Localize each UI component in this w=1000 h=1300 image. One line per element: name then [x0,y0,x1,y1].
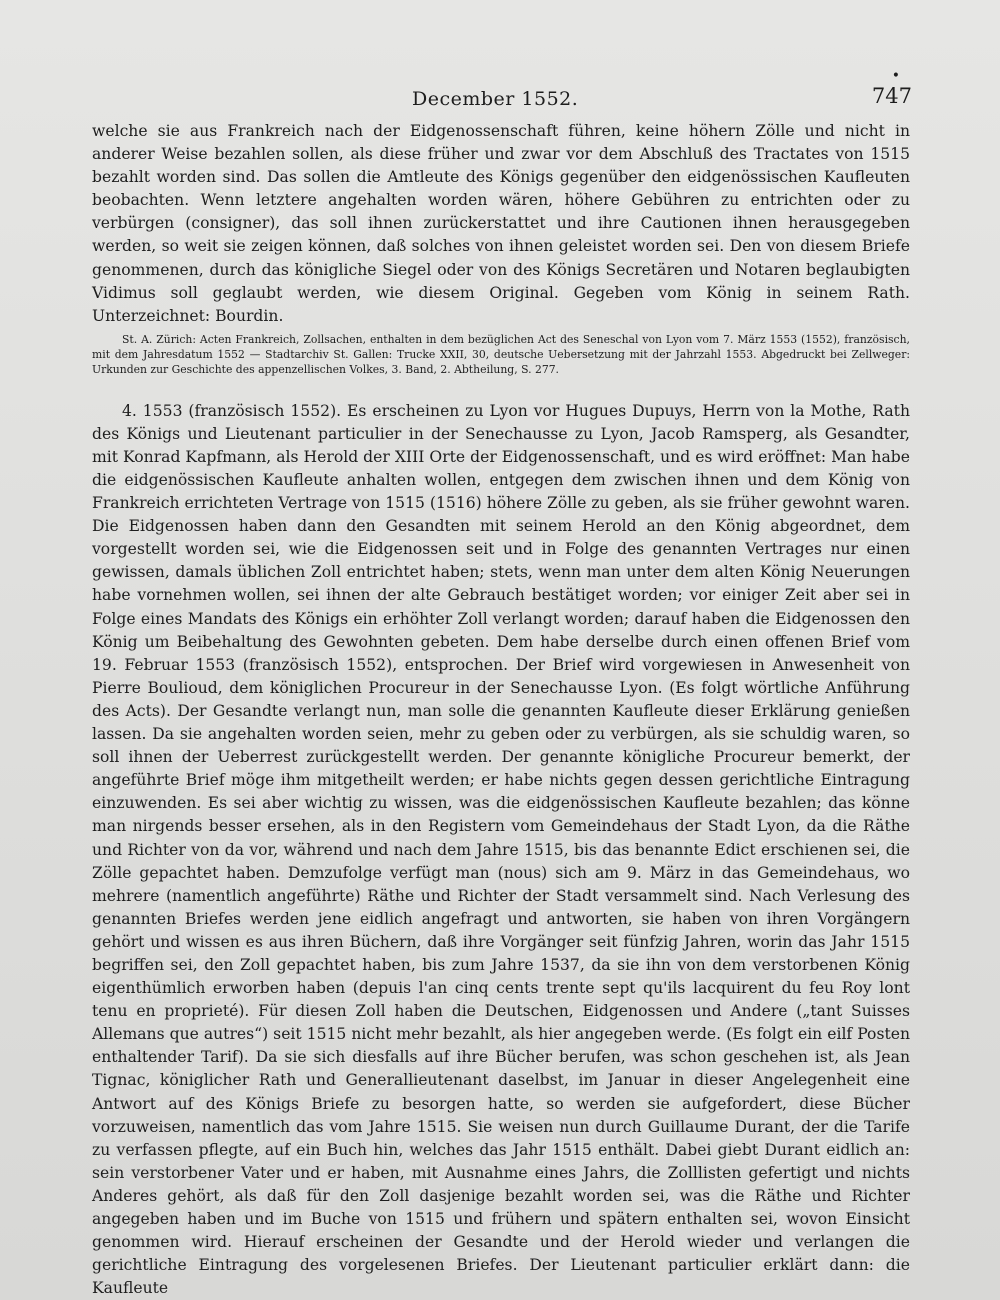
printer-dot-mark: • [891,68,900,84]
section-1-text: welche sie aus Frankreich nach der Eidgenossenschaft führen, keine höhern Zölle und nicht in anderer Weise bezahlen sollen, als diese früher und zwar vor dem Abschluß des Tractates von 1515 bezahlt worden sind. Das sollen die Amtleute des Königs gegenüber den eidgenössischen Kaufleuten beobachten. Wenn letztere angehalten worden wären, höhere Gebühren zu entrichten oder zu verbürgen (consigner), das soll ihnen zurückerstattet und ihre Cautionen ihnen herausgegeben werden, so weit sie zeigen können, daß solches von ihnen geleistet worden sei. Den von diesem Briefe genommenen, durch das königliche Siegel oder von des Königs Secretären und Notaren beglaubigten Vidimus soll geglaubt werden, wie diesem Original. Gegeben vom König in seinem Rath. Unterzeichnet: Bourdin. [92,122,910,325]
section-1-source-note: St. A. Zürich: Acten Frankreich, Zollsachen, enthalten in dem bezüglichen Act des Seneschal von Lyon vom 7. März 1553 (1552), französisch, mit dem Jahresdatum 1552 — Stadtarchiv St. Gallen: Trucke XXII, 30, deutsche Uebersetzung mit der Jahrzahl 1553. Abgedruckt bei Zellweger: Urkunden zur Geschichte des appenzellischen Volkes, 3. Band, 2. Abtheilung, S. 277. [92,332,910,377]
section-2-text: 4. 1553 (französisch 1552). Es erscheinen zu Lyon vor Hugues Dupuys, Herrn von la Mothe, Rath des Königs und Lieutenant particulier in der Senechausse zu Lyon, Jacob Ramsperg, als Gesandter, mit Konrad Kapfmann, als Herold der XIII Orte der Eidgenossenschaft, und es wird eröffnet: Man habe die eidgenössischen Kaufleute anhalten wollen, entgegen dem zwischen ihnen und dem König von Frankreich errichteten Vertrage von 1515 (1516) höhere Zölle zu geben, als sie früher gewohnt waren. Die Eidgenossen haben dann den Gesandten mit seinem Herold an den König abgeordnet, dem vorgestellt worden sei, wie die Eidgenossen seit und in Folge des genannten Vertrages nur einen gewissen, damals üblichen Zoll entrichtet haben; stets, wenn man unter dem alten König Neuerungen habe vornehmen wollen, sei ihnen der alte Gebrauch bestätiget worden; vor einiger Zeit aber sei in Folge eines Mandats des Königs ein erhöhter Zoll verlangt worden; darauf haben die Eidgenossen den König um Beibehaltung des Gewohnten gebeten. Dem habe derselbe durch einen offenen Brief vom 19. Februar 1553 (französisch 1552), entsprochen. Der Brief wird vorgewiesen in Anwesenheit von Pierre Boulioud, dem königlichen Procureur in der Senechausse Lyon. (Es folgt wörtliche Anführung des Acts). Der Gesandte verlangt nun, man solle die genannten Kaufleute dieser Erklärung genießen lassen. Da sie angehalten worden seien, mehr zu geben oder zu verbürgen, als sie schuldig waren, so soll ihnen der Ueberrest zurückgestellt werden. Der genannte königliche Procureur bemerkt, der angeführte Brief möge ihm mitgetheilt werden; er habe nichts gegen dessen gerichtliche Eintragung einzuwenden. Es sei aber wichtig zu wissen, was die eidgenössischen Kaufleute bezahlen; das könne man nirgends besser ersehen, als in den Registern vom Gemeindehaus der Stadt Lyon, da die Räthe und Richter von da vor, während und nach dem Jahre 1515, bis das benannte Edict erschienen sei, die Zölle gepachtet haben. Demzufolge verfügt man (nous) sich am 9. März in das Gemeindehaus, wo mehrere (namentlich angeführte) Räthe und Richter der Stadt versammelt sind. Nach Verlesung des genannten Briefes werden jene eidlich angefragt und antworten, sie haben von ihren Vorgängern gehört und wissen es aus ihren Büchern, daß ihre Vorgänger seit fünfzig Jahren, worin das Jahr 1515 begriffen sei, den Zoll gepachtet haben, bis zum Jahre 1537, da sie ihn von dem verstorbenen König eigenthümlich erworben haben (depuis l'an cinq cents trente sept qu'ils lacquirent du feu Roy lont tenu en proprieté). Für diesen Zoll haben die Deutschen, Eidgenossen und Andere („tant Suisses Allemans que autres“) seit 1515 nicht mehr bezahlt, als hier angegeben werde. (Es folgt ein eilf Posten enthaltender Tarif). Da sie sich diesfalls auf ihre Bücher berufen, was schon geschehen ist, als Jean Tignac, königlicher Rath und Generallieutenant daselbst, im Januar in dieser Angelegenheit eine Antwort auf des Königs Briefe zu besorgen hatte, so werden sie aufgefordert, diese Bücher vorzuweisen, namentlich das vom Jahre 1515. Sie weisen nun durch Guillaume Durant, der die Tarife zu verfassen pflegte, auf ein Buch hin, welches das Jahr 1515 enthält. Dabei giebt Durant eidlich an: sein verstorbener Vater und er haben, mit Ausnahme eines Jahrs, die Zolllisten gefertigt und nichts Anderes gehört, als daß für den Zoll dasjenige bezahlt worden sei, was die Räthe und Richter angegeben haben und im Buche von 1515 und frühern und spätern enthalten sei, wovon Einsicht genommen wird. Hierauf erscheinen der Gesandte und der Herold wieder und verlangen die gerichtliche Eintragung des vorgelesenen Briefes. Der Lieutenant particulier erklärt dann: die Kaufleute [92,401,910,1298]
running-title: December 1552. [412,88,579,110]
page-header [92,68,912,120]
section-gap [92,378,910,400]
page-number: 747 [871,84,912,108]
